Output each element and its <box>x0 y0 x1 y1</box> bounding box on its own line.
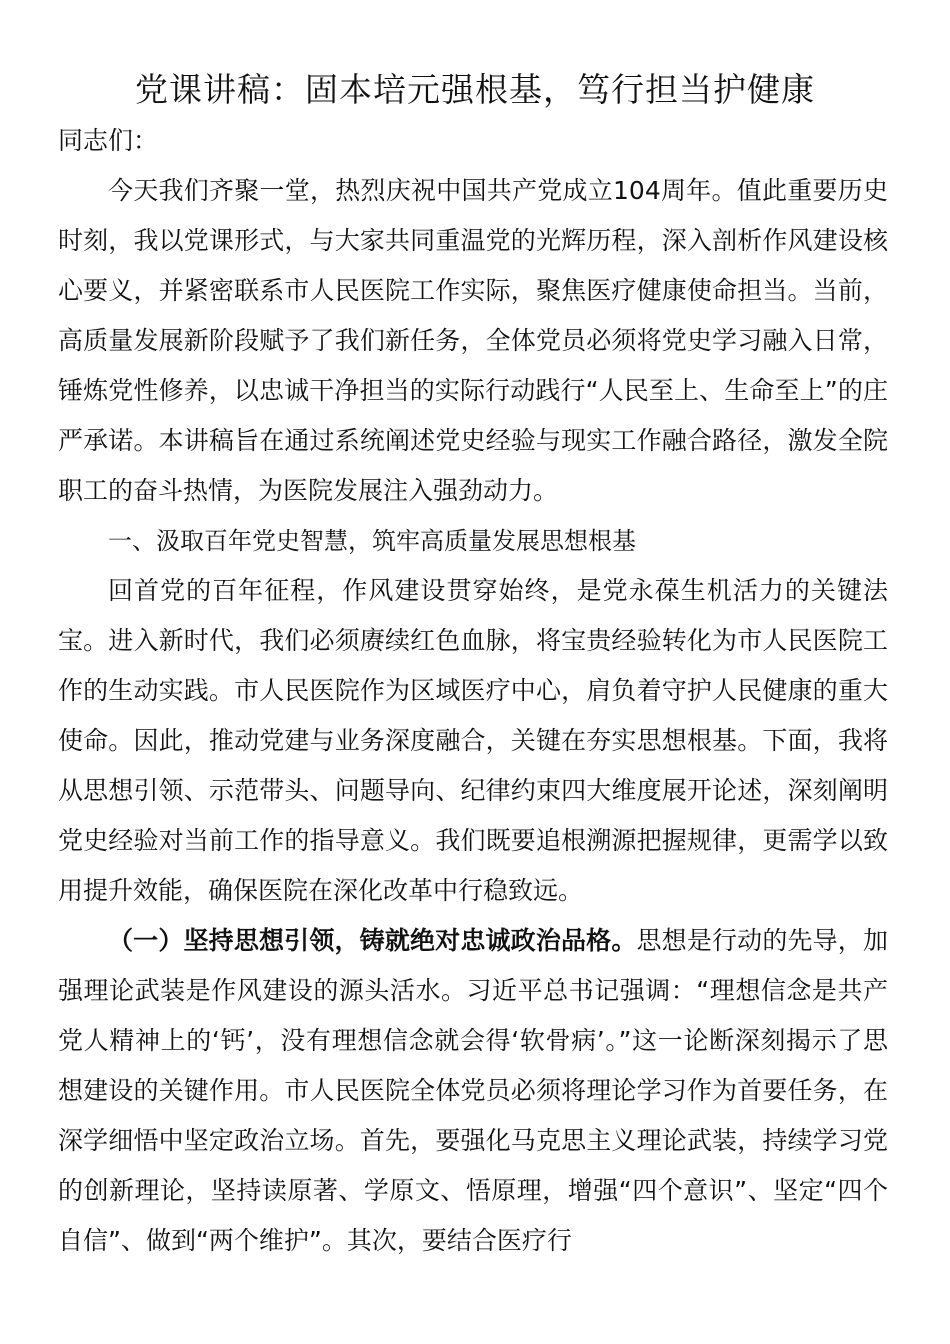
greeting: 同志们： <box>58 126 159 155</box>
paragraph-section-1: 回首党的百年征程，作风建设贯穿始终，是党永葆生机活力的关键法宝。进入新时代，我们必须赓续红色血脉，将宝贵经验转化为市人民医院工作的生动实践。市人民医院作为区域医疗中心，肩负着守护人民健康的重大使命。因此，推动党建与业务深度融合，关键在夯实思想根基。下面，我将从思想引领、示范带头、问题导向、纪律约束四大维度展开论述，深刻阐明党史经验对当前工作的指导意义。我们既要追根溯源把握规律，更需学以致用提升效能，确保医院在深化改革中行稳致远。 <box>58 576 888 905</box>
document-body <box>58 116 888 1266</box>
paragraph-intro: 今天我们齐聚一堂，热烈庆祝中国共产党成立104周年。值此重要历史时刻，我以党课形式，与大家共同重温党的光辉历程，深入剖析作风建设核心要义，并紧密联系市人民医院工作实际，聚焦医疗健康使命担当。当前，高质量发展新阶段赋予了我们新任务，全体党员必须将党史学习融入日常，锤炼党性修养，以忠诚干净担当的实际行动践行“人民至上、生命至上”的庄严承诺。本讲稿旨在通过系统阐述党史经验与现实工作融合路径，激发全院职工的奋斗热情，为医院发展注入强劲动力。 <box>58 176 888 505</box>
section-heading-1: 一、汲取百年党史智慧，筑牢高质量发展思想根基 <box>108 527 636 555</box>
document-title: 党课讲稿：固本培元强根基，笃行担当护健康 <box>135 70 815 109</box>
paragraph-subsection-1 <box>58 916 888 1266</box>
subsection-1-text: 思想是行动的先导，加强理论武装是作风建设的源头活水。习近平总书记强调：“理想信念是共产党人精神上的‘钙’，没有理想信念就会得‘软骨病’。”这一论断深刻揭示了思想建设的关键作用。市人民医院全体党员必须将理论学习作为首要任务，在深学细悟中坚定政治立场。首先，要强化马克思主义理论武装，持续学习党的创新理论，坚持读原著、学原文、悟原理，增强“四个意识”、坚定“四个自信”、做到“两个维护”。其次，要结合医疗行 <box>58 926 888 1255</box>
subsection-heading-1: （一）坚持思想引领，铸就绝对忠诚政治品格。 <box>108 926 637 955</box>
